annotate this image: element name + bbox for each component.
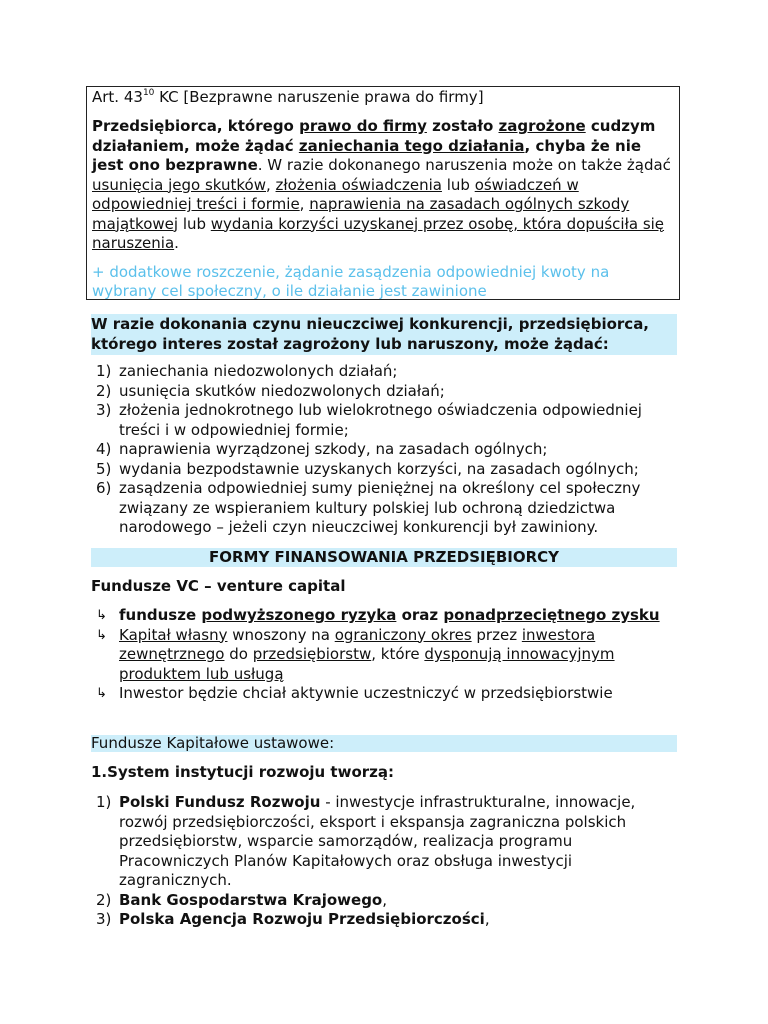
- text-run: lub: [441, 175, 475, 194]
- text-run: przez: [471, 625, 522, 644]
- text-run: .: [174, 234, 179, 252]
- list-item: [91, 460, 677, 480]
- text-run: inwestora zewnętrznego: [119, 625, 596, 663]
- item-bold: Polski Fundusz Rozwoju: [119, 793, 321, 811]
- unfair-competition-heading: [91, 314, 677, 355]
- text-run: zagrożone: [498, 117, 586, 135]
- text-run: do: [224, 645, 253, 663]
- article-superscript: 10: [142, 88, 155, 98]
- heading-text: W razie dokonania czynu nieuczciwej konkurencji, przedsiębiorca, którego interes został zagrożony lub naruszony, może żądać:: [91, 314, 677, 355]
- text-run: zostało: [426, 117, 499, 135]
- item-bold: Polska Agencja Rozwoju Przedsiębiorczości: [119, 910, 485, 928]
- text-run: wydania korzyści uzyskanej przez osobę, która dopuściła się naruszenia: [92, 214, 665, 252]
- development-system-heading: 1.System instytucji rozwoju tworzą:: [91, 763, 395, 781]
- item-text: wydania bezpodstawnie uzyskanych korzyści, na zasadach ogólnych;: [119, 459, 639, 478]
- list-item: [91, 382, 677, 402]
- text-run: oświadczeń w odpowiedniej treści i formie: [92, 175, 579, 213]
- item-text: złożenia jednokrotnego lub wielokrotnego oświadczenia odpowiedniej treści i w odpowiedniej formie;: [119, 401, 642, 439]
- item-number: 3): [96, 401, 112, 419]
- text-run: dysponują innowacyjnym produktem lub usługą: [119, 645, 615, 683]
- text-run: usunięcia jego skutków: [92, 175, 266, 194]
- item-text: ,: [382, 890, 388, 909]
- text-run: zaniechania tego działania: [298, 136, 525, 155]
- text-run: naprawienia na zasadach ogólnych szkody majątkowej: [92, 195, 630, 233]
- financing-forms-heading: FORMY FINANSOWANIA PRZEDSIĘBIORCY: [91, 548, 677, 567]
- article-extra-note: + dodatkowe roszczenie, żądanie zasądzenia odpowiedniej kwoty na wybrany cel społeczny, o ile działanie jest zawinione: [92, 262, 610, 300]
- text-run: przedsiębiorstw: [252, 645, 372, 663]
- arrow-icon: ↳: [96, 608, 107, 623]
- text-run: prawo do firmy: [299, 117, 427, 135]
- list-item: [91, 479, 677, 538]
- item-number: 5): [96, 459, 112, 478]
- development-institutions-list: [91, 793, 677, 930]
- vc-title: Fundusze VC – venture capital: [91, 577, 346, 595]
- text-run: fundusze: [119, 606, 202, 624]
- text-run: ograniczony okres: [334, 625, 472, 644]
- article-body: [92, 117, 674, 254]
- item-number: 6): [96, 479, 112, 497]
- arrow-icon: ↳: [96, 627, 107, 643]
- item-number: 1): [96, 362, 112, 380]
- item-number: 4): [96, 440, 112, 458]
- article-title: [92, 87, 674, 107]
- text-run: Inwestor będzie chciał aktywnie uczestniczyć w przedsiębiorstwie: [119, 684, 613, 702]
- text-run: ,: [266, 175, 276, 194]
- claims-list: [91, 362, 677, 538]
- vc-bullet-list: [91, 606, 677, 704]
- list-item: [91, 440, 677, 460]
- text-run: , które: [371, 645, 425, 663]
- article-number: Art. 43: [92, 88, 143, 106]
- list-item: [91, 684, 677, 704]
- item-number: 1): [96, 793, 112, 811]
- text-run: lub: [178, 214, 211, 233]
- article-box: [86, 86, 680, 300]
- item-text: naprawienia wyrządzonej szkody, na zasadach ogólnych;: [119, 440, 548, 458]
- text-run: ,: [299, 195, 310, 213]
- text-run: oraz: [396, 606, 444, 624]
- arrow-icon: ↳: [96, 686, 107, 701]
- text-run: Kapitał własny: [119, 625, 228, 644]
- item-number: 3): [96, 910, 112, 928]
- text-run: Przedsiębiorca, którego: [92, 117, 300, 135]
- article-title-text: KC [Bezprawne naruszenie prawa do firmy]: [154, 88, 484, 106]
- text-run: podwyższonego ryzyka: [201, 606, 397, 624]
- item-text: - inwestycje infrastrukturalne, innowacje, rozwój przedsiębiorczości, eksport i ekspansja zagraniczna polskich przedsiębiorstw, wsparcie samorządów, realizacja programu Pracowniczych Planów Kapitałowych oraz obsługa inwestycji zagranicznych.: [119, 793, 636, 889]
- text-run: . W razie dokonanego naruszenia może on także żądać: [257, 156, 671, 174]
- item-bold: Bank Gospodarstwa Krajowego: [119, 890, 383, 909]
- text-run: ponadprzeciętnego zysku: [443, 606, 660, 624]
- text-run: cudzym działaniem, może żądać: [92, 117, 656, 155]
- item-number: 2): [96, 381, 112, 400]
- item-text: zasądzenia odpowiedniej sumy pieniężnej na określony cel społeczny związany ze wspieraniem kultury polskiej lub ochroną dziedzictwa narodowego – jeżeli czyn nieuczciwej konkurencji był zawiniony.: [119, 479, 641, 536]
- list-item: [91, 401, 677, 440]
- text-run: , chyba że nie jest ono bezprawne: [92, 136, 642, 174]
- list-item: [91, 793, 677, 891]
- list-item: [91, 606, 677, 626]
- item-text: ,: [484, 910, 490, 928]
- item-text: usunięcia skutków niedozwolonych działań;: [119, 381, 445, 400]
- item-text: zaniechania niedozwolonych działań;: [119, 362, 398, 380]
- text-run: złożenia oświadczenia: [275, 175, 442, 194]
- list-item: [91, 910, 677, 930]
- list-item: [91, 362, 677, 382]
- item-number: 2): [96, 890, 112, 909]
- capital-funds-heading: Fundusze Kapitałowe ustawowe:: [91, 735, 677, 752]
- list-item: [91, 891, 677, 911]
- text-run: wnoszony na: [227, 625, 335, 644]
- list-item: [91, 626, 677, 685]
